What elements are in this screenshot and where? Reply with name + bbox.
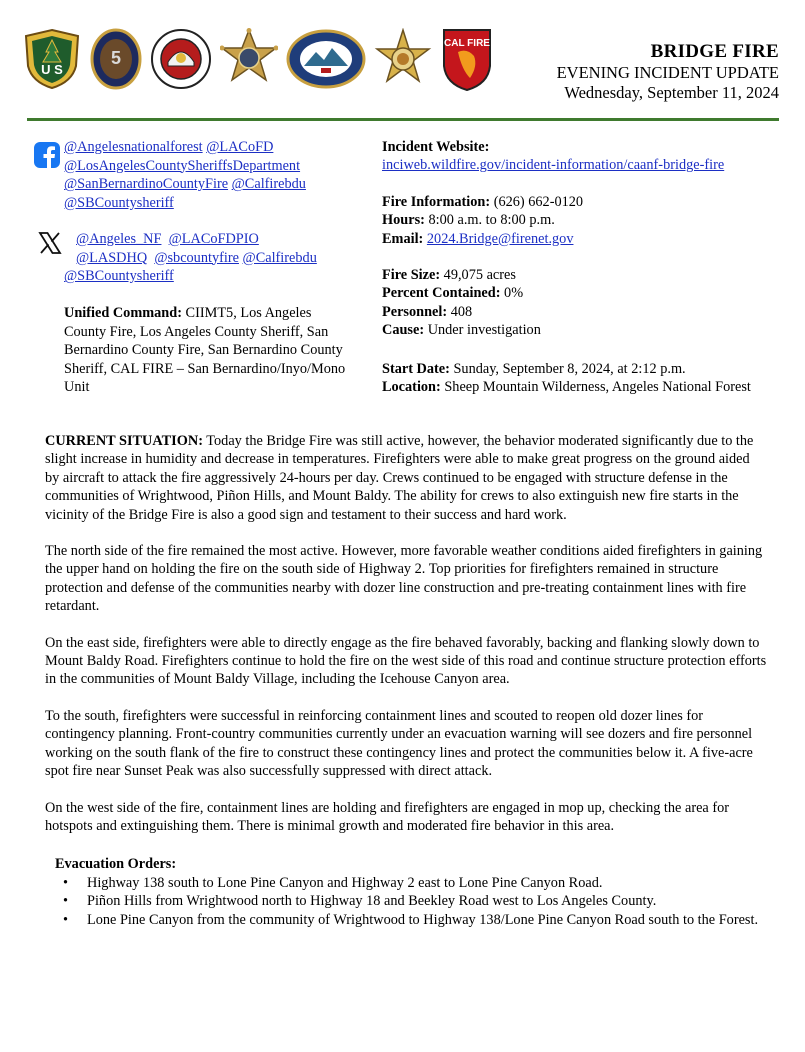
unified-command-text: CIIMT5, Los Angeles County Fire, Los Angeles County Sheriff, San Bernardino County Fire, San Bernardino County Sheriff, CAL FIRE – San Bernardino/Inyo/Mono Unit [64, 305, 346, 396]
handle-link[interactable]: @sbcountyfire [154, 249, 239, 266]
fire-information-block [382, 193, 777, 248]
san-bernardino-fire-logo [286, 28, 366, 90]
handle-link[interactable]: @SanBernardinoCountyFire [64, 176, 229, 193]
east-side-paragraph: On the east side, firefighters were able to directly engage as the fire behaved favorably, backing and flanking slowly down to Mount Baldy Road. Firefighters continue to hold the fire on the west side of this road and continue structure protection efforts in the communities of Mount Baldy Village, including the Icehouse Canyon area. [45, 634, 767, 688]
la-sheriff-star-logo [220, 28, 278, 90]
svg-text:5: 5 [110, 48, 122, 68]
handle-link[interactable]: @SBCountysheriff [64, 268, 174, 285]
incident-website-block [382, 138, 777, 175]
fire-info-value: (626) 662-0120 [493, 194, 584, 210]
location-value: Sheep Mountain Wilderness, Angeles National Forest [444, 379, 751, 396]
current-situation-label: CURRENT SITUATION: [45, 433, 203, 449]
evacuation-orders-list [45, 874, 767, 929]
document-date: Wednesday, September 11, 2024 [564, 83, 779, 102]
facebook-block [34, 138, 364, 212]
start-location-block [382, 360, 777, 397]
facebook-icon [34, 142, 60, 168]
current-situation-text: Today the Bridge Fire was still active, however, the behavior moderated significantly due to the slight increase in humidity and decrease in temperatures. Firefighters were able to make great progress on the ground aided by aircraft to attack the fire aggressively 24-hours per day. Crews continued to be engaged with structure defense in the communities of Wrightwood, Piñon Hills, and Mount Baldy. The ability for crews to also extinguish new fire starts in the vicinity of the Bridge Fire is also a good sign and testament to their success and hard work. [45, 433, 754, 523]
personnel-label: Personnel: [382, 303, 448, 320]
fire-stats-block [382, 266, 777, 340]
list-item: • Piñon Hills from Wrightwood north to Highway 18 and Beekley Road west to Los Angeles County. [87, 892, 767, 910]
email-link[interactable]: 2024.Bridge@firenet.gov [426, 230, 574, 247]
south-side-paragraph: To the south, firefighters were successful in reinforcing containment lines and scouted to reopen old dozer lines for contingency planning. Front-country communities currently under an evacuation warning will see dozers and fire personnel working on the south flank of the fire to construct these contingency lines and protect the communities below it. A five-acre spot fire near Sunset Peak was also successfully suppressed with direct attack. [45, 707, 753, 780]
svg-text:CAL FIRE: CAL FIRE [444, 38, 490, 49]
hours-value: 8:00 a.m. to 8:00 p.m. [428, 212, 555, 229]
current-situation-paragraph [45, 432, 767, 524]
west-side-paragraph: On the west side of the fire, containment lines are holding and firefighters are engaged in mop up, checking the area for hotspots and extinguishing them. There is minimal growth and moderated fire behavior in this area. [45, 799, 730, 834]
contained-label: Percent Contained: [382, 285, 501, 302]
handle-link[interactable]: @LACoFDPIO [168, 231, 259, 247]
x-block [34, 230, 376, 286]
unified-command-label: Unified Command: [64, 305, 182, 321]
cause-value: Under investigation [427, 322, 541, 339]
sb-sheriff-star-logo [374, 28, 432, 90]
header-divider [27, 118, 779, 121]
handle-link[interactable]: @Calfirebdu [231, 176, 306, 193]
handle-link[interactable]: @Calfirebdu [242, 249, 317, 266]
cal-fire-logo [440, 26, 494, 92]
website-label: Incident Website: [382, 139, 490, 155]
document-title-block [557, 42, 779, 102]
svg-text:U S: U S [41, 62, 63, 77]
handle-link[interactable]: @Angeles_NF [76, 231, 162, 247]
location-label: Location: [382, 379, 441, 396]
email-label: Email: [382, 230, 424, 247]
fire-size-label: Fire Size: [382, 267, 441, 283]
handle-link[interactable]: @SBCountysheriff [64, 194, 174, 211]
la-county-fire-logo [150, 28, 212, 90]
handle-link[interactable]: @LACoFD [206, 139, 274, 155]
start-date-label: Start Date: [382, 361, 450, 377]
x-icon [38, 231, 62, 255]
contained-value: 0% [504, 285, 524, 302]
handle-link[interactable]: @LosAngelesCountySheriffsDepartment [64, 157, 301, 174]
unified-command [64, 304, 354, 397]
start-date-value: Sunday, September 8, 2024, at 2:12 p.m. [453, 361, 686, 377]
list-item: • Lone Pine Canyon from the community of Wrightwood to Highway 138/Lone Pine Canyon Road south to the Forest. [87, 911, 767, 929]
fire-size-value: 49,075 acres [443, 267, 516, 283]
evacuation-orders-title: Evacuation Orders: [55, 856, 177, 873]
cause-label: Cause: [382, 322, 425, 339]
document-subtitle: EVENING INCIDENT UPDATE [556, 63, 779, 82]
cal-emergency-logo [90, 28, 142, 90]
north-side-paragraph: The north side of the fire remained the most active. However, more favorable weather conditions aided firefighters in gaining the upper hand on holding the fire on the south side of Highway 2. Top priorities for firefighters remained in structure protection and defense of the communities nearby with dozer line construction and pre-treating containment lines with fire retardant. [45, 543, 763, 615]
handle-link[interactable]: @Angelesnationalforest [64, 139, 203, 155]
fire-info-label: Fire Information: [382, 194, 491, 210]
agency-logos [22, 26, 502, 92]
handle-link[interactable]: @LASDHQ [76, 249, 148, 266]
us-forest-service-logo [22, 28, 82, 90]
hours-label: Hours: [382, 212, 425, 229]
personnel-value: 408 [450, 303, 473, 320]
situation-body [45, 432, 767, 929]
website-link[interactable]: inciweb.wildfire.gov/incident-information/caanf-bridge-fire [382, 157, 725, 174]
list-item: • Highway 138 south to Lone Pine Canyon and Highway 2 east to Lone Pine Canyon Road. [87, 874, 767, 892]
document-title: BRIDGE FIRE [650, 41, 779, 62]
